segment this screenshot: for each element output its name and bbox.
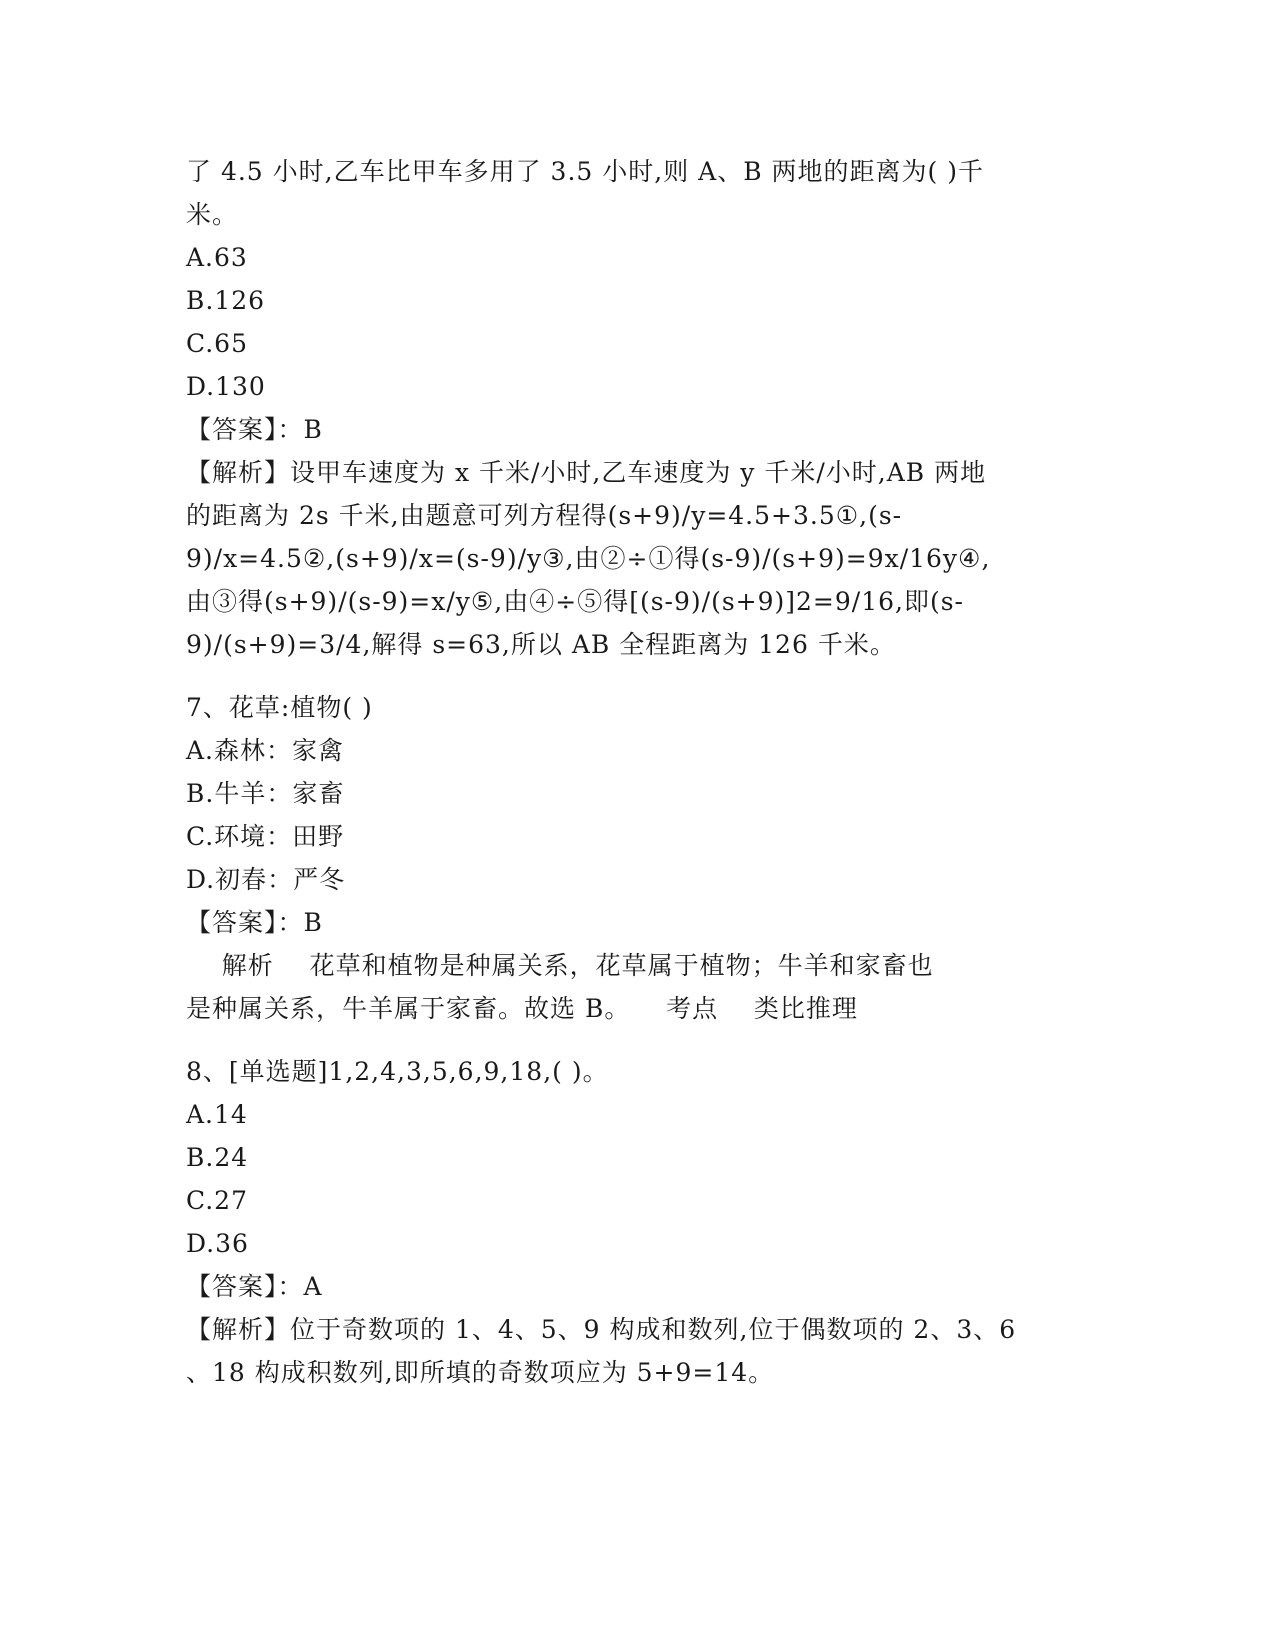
spacer <box>186 1030 1086 1050</box>
option-b: B.126 <box>186 286 266 315</box>
analysis-line: 、18 构成积数列,即所填的奇数项应为 5+9=14。 <box>186 1358 775 1387</box>
analysis-line: 【解析】位于奇数项的 1、4、5、9 构成和数列,位于偶数项的 2、3、6 <box>186 1315 1017 1344</box>
question-stem: 8、[单选题]1,2,4,3,5,6,9,18,( )。 <box>186 1057 609 1086</box>
question-7 <box>186 686 1086 1030</box>
answer-line: 【答案】：A <box>186 1272 323 1301</box>
question-8 <box>186 1050 1086 1394</box>
option-d: D.初春：严冬 <box>186 865 346 894</box>
question-stem-line: 了 4.5 小时,乙车比甲车多用了 3.5 小时,则 A、B 两地的距离为( )千 <box>186 157 984 186</box>
analysis-line: 【解析】设甲车速度为 x 千米/小时,乙车速度为 y 千米/小时,AB 两地 <box>186 458 987 487</box>
analysis-line: 9)/(s+9)=3/4,解得 s=63,所以 AB 全程距离为 126 千米。 <box>186 630 896 659</box>
option-d: D.130 <box>186 372 266 401</box>
option-c: C.环境：田野 <box>186 822 345 851</box>
document-page <box>186 150 1086 1394</box>
analysis-line: 的距离为 2s 千米,由题意可列方程得(s+9)/y=4.5+3.5①,(s- <box>186 501 903 530</box>
analysis-line: 是种属关系，牛羊属于家畜。故选 B。 考点 类比推理 <box>186 994 858 1023</box>
answer-line: 【答案】：B <box>186 908 323 937</box>
option-d: D.36 <box>186 1229 249 1258</box>
option-a: A.森林：家禽 <box>186 736 345 765</box>
question-stem: 7、花草:植物( ) <box>186 693 373 722</box>
option-c: C.27 <box>186 1186 248 1215</box>
spacer <box>186 666 1086 686</box>
question-stem-line: 米。 <box>186 200 239 229</box>
option-b: B.24 <box>186 1143 249 1172</box>
option-b: B.牛羊：家畜 <box>186 779 345 808</box>
option-c: C.65 <box>186 329 248 358</box>
option-a: A.63 <box>186 243 248 272</box>
option-a: A.14 <box>186 1100 248 1129</box>
answer-line: 【答案】：B <box>186 415 323 444</box>
question-6 <box>186 150 1086 666</box>
analysis-line: 由③得(s+9)/(s-9)=x/y⑤,由④÷⑤得[(s-9)/(s+9)]2=9/16,即(s- <box>186 587 964 616</box>
analysis-line: 解析 花草和植物是种属关系，花草属于植物；牛羊和家畜也 <box>186 951 934 980</box>
analysis-line: 9)/x=4.5②,(s+9)/x=(s-9)/y③,由②÷①得(s-9)/(s+9)=9x/16y④, <box>186 544 991 573</box>
